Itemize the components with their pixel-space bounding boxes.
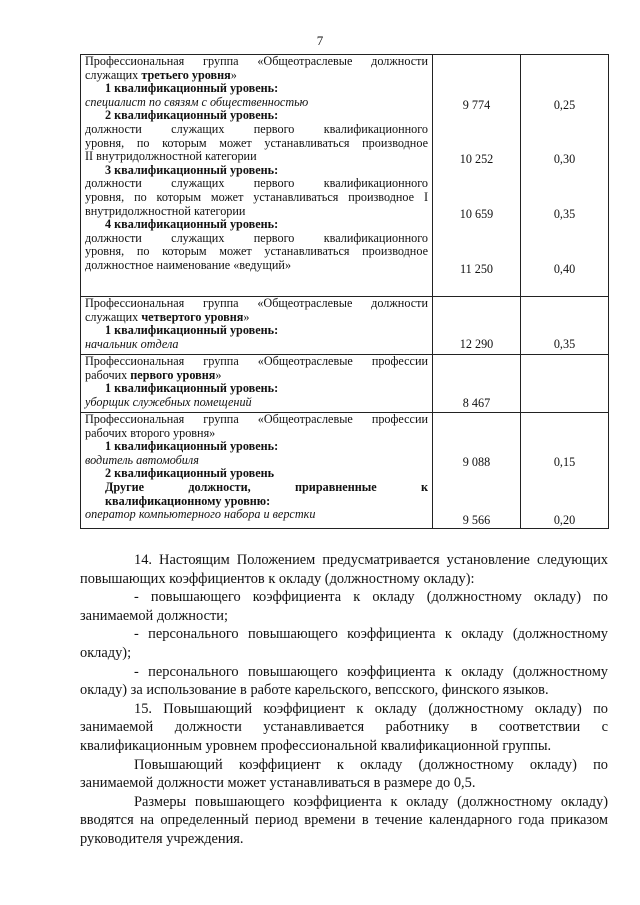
coef-value: 0,35 [553,207,576,221]
group-3-title-line-2: рабочих первого уровня» [85,367,222,382]
group-3-coef-cell [521,355,609,413]
group-1-title-line-2: служащих третьего уровня» [85,67,237,82]
table-row-group-2 [81,297,609,355]
salary-value: 9 774 [462,98,491,112]
group-1-level-2-line-1: должности служащих первого квалификационного [85,121,428,136]
page-number: 7 [316,33,324,48]
salary-value: 10 659 [459,207,494,221]
group-2-description [81,297,433,355]
group-4-description [81,413,433,529]
table-row-group-1 [81,55,609,297]
group-2-coef-cell [521,297,609,355]
group-1-level-4-line-2: уровня, по которым может устанавливаться производное [85,244,428,259]
coef-value: 0,40 [553,262,576,276]
group-3-title-line-1: Профессиональная группа «Общеотраслевые профессии [85,354,428,368]
group-1-level-2-line-2: уровня, по которым может устанавливаться производное [85,135,428,150]
paragraph-15-period: Размеры повышающего коэффициента к окладу (должностному окладу) вводятся на определенный период времени в течение календарного года приказом руководителя учреждения. [80,793,608,847]
group-1-level-1-label: 1 квалификационный уровень: [105,81,279,96]
group-4-salary-cell [433,413,521,529]
group-4-level-2-position: оператор компьютерного набора и верстки [85,507,316,522]
paragraph-15: 15. Повышающий коэффициент к окладу (должностному окладу) по занимаемой должности устанавливается работнику в соответствии с квалификационным уровнем профессиональной квалификационной группы. [80,700,608,754]
table-row-group-4 [81,413,609,529]
group-1-coef-cell [521,55,609,297]
paragraph-15-limit: Повышающий коэффициент к окладу (должностному окладу) по занимаемой должности может устанавливаться в размере до 0,5. [80,756,608,792]
group-2-title-line-2: служащих четвертого уровня» [85,309,250,324]
group-2-level-1-position: начальник отдела [85,336,179,351]
coef-value: 0,20 [553,513,576,527]
group-1-level-3-label: 3 квалификационный уровень: [105,162,279,177]
coef-value: 0,35 [553,337,576,351]
group-2-salary-cell [433,297,521,355]
group-4-level-1-label: 1 квалификационный уровень: [105,439,279,454]
salary-value: 10 252 [459,152,494,166]
group-1-description [81,55,433,297]
group-1-level-1-position: специалист по связям с общественностью [85,94,309,109]
salary-table [80,54,609,529]
group-4-title-line-1: Профессиональная группа «Общеотраслевые профессии [85,412,428,426]
group-3-level-1-position: уборщик служебных помещений [85,394,252,409]
paragraph-bullet-1: - повышающего коэффициента к окладу (должностному окладу) по занимаемой должности; [80,589,608,624]
group-1-level-4-line-3: должностное наименование «ведущий» [85,257,292,272]
group-1-level-3-line-3: внутридолжностной категории [85,203,246,218]
group-1-level-4-label: 4 квалификационный уровень: [105,217,279,232]
group-4-level-2-sub-line-2: квалификационному уровню: [105,493,271,508]
group-1-title-line-1: Профессиональная группа «Общеотраслевые должности [85,54,428,68]
paragraph-bullet-2: - персонального повышающего коэффициента к окладу (должностному окладу); [80,626,608,661]
group-1-level-2-label: 2 квалификационный уровень: [105,108,279,123]
body-text [80,551,608,849]
group-2-level-1-label: 1 квалификационный уровень: [105,323,279,338]
group-1-level-3-line-1: должности служащих первого квалификационного [85,176,428,191]
group-4-coef-cell [521,413,609,529]
group-4-level-2-sub-line-1: Другие должности, приравненные к [105,479,428,494]
group-3-salary-cell [433,355,521,413]
group-4-level-2-label: 2 квалификационный уровень [105,466,275,481]
paragraph-bullet-3: - персонального повышающего коэффициента к окладу (должностному окладу) за использование в работе карельского, вепсского, финского языков. [80,663,608,699]
salary-value: 12 290 [459,337,494,351]
group-3-level-1-label: 1 квалификационный уровень: [105,381,279,396]
salary-value: 9 566 [462,513,491,527]
group-4-title-line-2: рабочих второго уровня» [85,425,216,440]
table-row-group-3 [81,355,609,413]
group-1-salary-cell [433,55,521,297]
coef-value: 0,15 [553,455,576,469]
salary-value: 8 467 [462,396,491,410]
salary-value: 9 088 [462,455,491,469]
coef-value: 0,25 [553,98,576,112]
group-1-level-4-line-1: должности служащих первого квалификационного [85,230,428,245]
coef-value: 0,30 [553,152,576,166]
group-2-title-line-1: Профессиональная группа «Общеотраслевые должности [85,296,428,310]
paragraph-14: 14. Настоящим Положением предусматривается установление следующих повышающих коэффициентов к окладу (должностному окладу): [80,552,608,587]
group-4-level-1-position: водитель автомобиля [85,452,199,467]
group-3-description [81,355,433,413]
group-1-level-3-line-2: уровня, по которым может устанавливаться производное I [85,189,428,204]
salary-value: 11 250 [459,262,494,276]
group-1-level-2-line-3: II внутридолжностной категории [85,149,257,164]
